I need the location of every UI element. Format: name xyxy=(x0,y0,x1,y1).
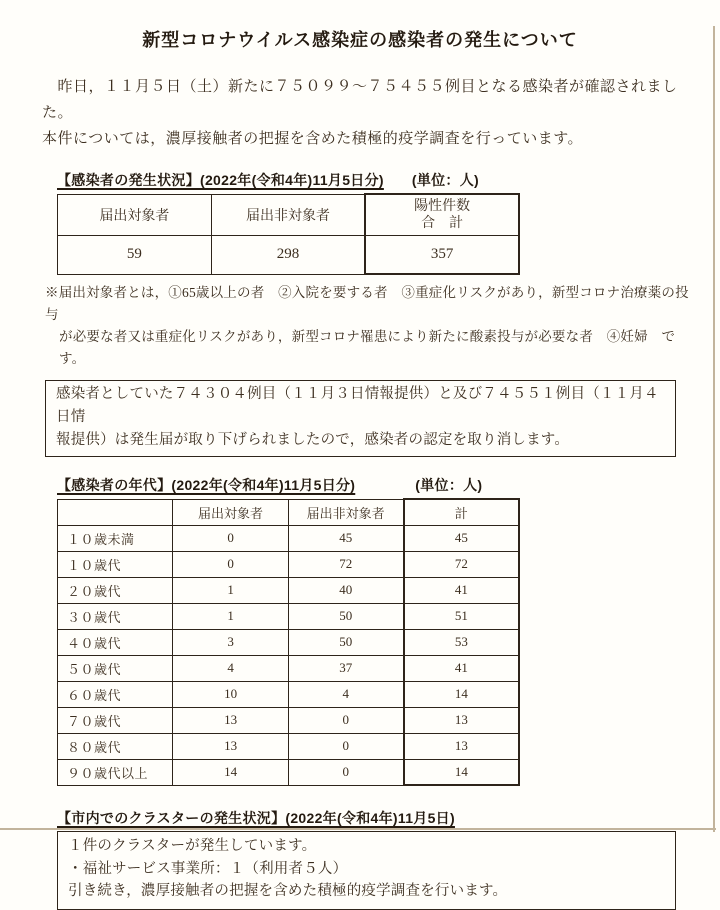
age-label-cell: ４０歳代 xyxy=(58,629,173,655)
age-not-notified-cell: 37 xyxy=(288,655,403,681)
notification-note xyxy=(45,282,696,370)
status-table-header-row xyxy=(58,194,520,235)
status-col1-header: 届出対象者 xyxy=(58,194,212,235)
status-heading-text: 【感染者の発生状況】(2022年(令和4年)11月5日分) xyxy=(57,172,384,188)
cluster-box xyxy=(57,831,676,910)
age-row xyxy=(58,603,520,629)
age-not-notified-cell: 50 xyxy=(288,629,403,655)
age-label-cell: １０歳代 xyxy=(58,551,173,577)
scan-edge-right xyxy=(713,26,715,832)
age-total-cell: 51 xyxy=(404,603,519,629)
intro-line-1: 昨日，１１月５日（土）新たに７５０９９～７５４５５例目となる感染者が確認されました。 xyxy=(42,79,678,121)
age-total-cell: 72 xyxy=(404,551,519,577)
cluster-line-1: １件のクラスターが発生しています。 xyxy=(68,838,317,854)
status-col1-value: 59 xyxy=(58,235,212,274)
note-line-1: ※届出対象者とは，①65歳以上の者 ②入院を要する者 ③重症化リスクがあり，新型コロナ治療薬の投与 xyxy=(45,285,689,322)
withdrawal-line-2: 報提供）は発生届が取り下げられましたので，感染者の認定を取り消します。 xyxy=(56,432,570,448)
age-col-header-not-notified: 届出非対象者 xyxy=(288,499,403,525)
status-col3-header-line2: 合 計 xyxy=(421,215,464,231)
age-label-cell: ９０歳代以上 xyxy=(58,759,173,785)
age-label-cell: ３０歳代 xyxy=(58,603,173,629)
scan-edge-bottom xyxy=(0,828,716,830)
age-notified-cell: 1 xyxy=(173,577,288,603)
age-row xyxy=(58,629,520,655)
age-total-cell: 53 xyxy=(404,629,519,655)
age-notified-cell: 0 xyxy=(173,525,288,551)
withdrawal-line-1: 感染者としていた７４３０４例目（１１月３日情報提供）と及び７４５５１例目（１１月４日情 xyxy=(56,386,659,425)
age-table-header-row xyxy=(58,499,520,525)
status-col3-header xyxy=(365,194,519,235)
age-total-cell: 14 xyxy=(404,681,519,707)
age-total-cell: 13 xyxy=(404,707,519,733)
age-label-cell: ７０歳代 xyxy=(58,707,173,733)
age-not-notified-cell: 50 xyxy=(288,603,403,629)
age-row xyxy=(58,577,520,603)
age-notified-cell: 14 xyxy=(173,759,288,785)
age-row xyxy=(58,551,520,577)
age-label-cell: ６０歳代 xyxy=(58,681,173,707)
age-total-cell: 41 xyxy=(404,655,519,681)
age-not-notified-cell: 0 xyxy=(288,759,403,785)
status-unit-label: (単位：人) xyxy=(411,172,479,188)
age-row xyxy=(58,525,520,551)
age-notified-cell: 13 xyxy=(173,707,288,733)
cluster-line-2: ・福祉サービス事業所：１（利用者５人） xyxy=(68,860,348,877)
age-corner-cell xyxy=(58,499,173,525)
age-notified-cell: 3 xyxy=(173,629,288,655)
page-title: 新型コロナウイルス感染症の感染者の発生について xyxy=(142,30,578,50)
section-heading-cluster xyxy=(57,808,720,828)
status-col3-value: 357 xyxy=(365,235,519,274)
status-table-value-row xyxy=(58,235,520,274)
age-row xyxy=(58,733,520,759)
age-table xyxy=(57,498,520,786)
cluster-line-3: 引き続き，濃厚接触者の把握を含めた積極的疫学調査を行います。 xyxy=(68,883,508,899)
age-not-notified-cell: 4 xyxy=(288,681,403,707)
age-notified-cell: 0 xyxy=(173,551,288,577)
age-row xyxy=(58,655,520,681)
age-notified-cell: 13 xyxy=(173,733,288,759)
age-total-cell: 13 xyxy=(404,733,519,759)
age-total-cell: 41 xyxy=(404,577,519,603)
status-col2-header: 届出非対象者 xyxy=(211,194,365,235)
ages-heading-text: 【感染者の年代】(2022年(令和4年)11月5日分) xyxy=(57,477,356,493)
age-label-cell: ５０歳代 xyxy=(58,655,173,681)
age-not-notified-cell: 72 xyxy=(288,551,403,577)
age-label-cell: ８０歳代 xyxy=(58,733,173,759)
age-total-cell: 14 xyxy=(404,759,519,785)
age-notified-cell: 1 xyxy=(173,603,288,629)
status-col3-header-line1: 陽性件数 xyxy=(414,198,471,214)
note-line-2: が必要な者又は重症化リスクがあり，新型コロナ罹患により新たに酸素投与が必要な者 ④妊婦 です。 xyxy=(59,329,676,366)
age-not-notified-cell: 0 xyxy=(288,733,403,759)
intro-paragraph xyxy=(42,74,694,152)
age-notified-cell: 10 xyxy=(173,681,288,707)
age-col-header-total: 計 xyxy=(404,499,519,525)
intro-line-2: 本件については，濃厚接触者の把握を含めた積極的疫学調査を行っています。 xyxy=(42,131,584,147)
status-col2-value: 298 xyxy=(211,235,365,274)
ages-unit-label: (単位：人) xyxy=(415,477,483,493)
age-not-notified-cell: 40 xyxy=(288,577,403,603)
cluster-heading-text: 【市内でのクラスターの発生状況】(2022年(令和4年)11月5日) xyxy=(57,810,455,826)
age-col-header-notified: 届出対象者 xyxy=(173,499,288,525)
age-label-cell: １０歳未満 xyxy=(58,525,173,551)
age-row xyxy=(58,681,520,707)
age-total-cell: 45 xyxy=(404,525,519,551)
age-row xyxy=(58,759,520,785)
age-not-notified-cell: 0 xyxy=(288,707,403,733)
section-heading-status xyxy=(57,170,720,190)
age-label-cell: ２０歳代 xyxy=(58,577,173,603)
status-table xyxy=(57,193,520,275)
age-row xyxy=(58,707,520,733)
age-notified-cell: 4 xyxy=(173,655,288,681)
section-heading-ages xyxy=(57,475,720,495)
age-not-notified-cell: 45 xyxy=(288,525,403,551)
withdrawal-notice-box xyxy=(45,380,676,457)
